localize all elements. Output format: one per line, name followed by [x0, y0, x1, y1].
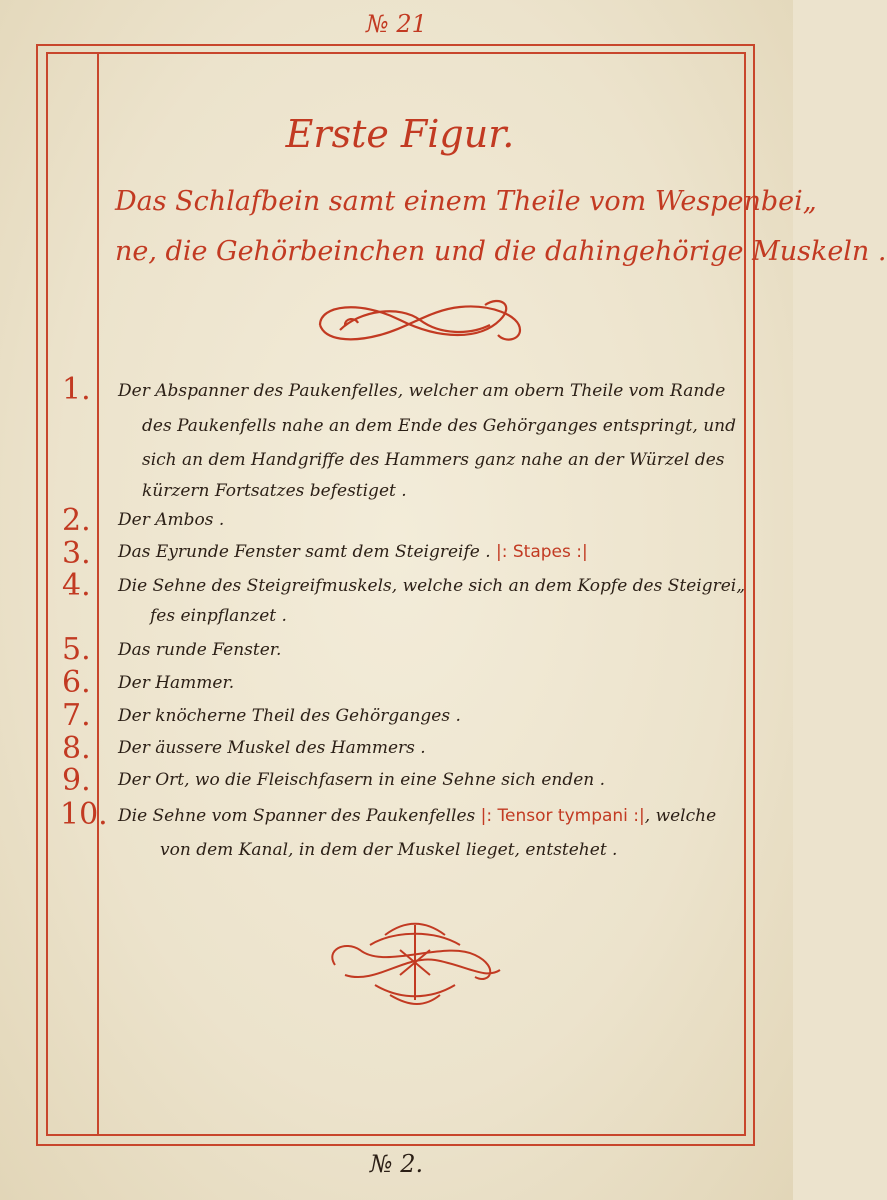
entry-10-text: Die Sehne vom Spanner des Paukenfelles: [118, 806, 476, 826]
entry-10-line-1: [118, 806, 716, 826]
subtitle-line-2: ne, die Gehörbeinchen und die dahingehörige Muskeln .: [115, 236, 887, 267]
entry-2-line-1: Der Ambos .: [118, 510, 225, 530]
entry-8-line-1: Der äussere Muskel des Hammers .: [118, 738, 426, 758]
entry-number-8: 8.: [62, 731, 91, 766]
entry-1-line-2: des Paukenfells nahe an dem Ende des Gehörganges entspringt, und: [142, 416, 736, 436]
entry-number-5: 5.: [62, 632, 91, 667]
entry-4-line-2: fes einpflanzet .: [150, 606, 287, 626]
entry-number-9: 9.: [62, 763, 91, 798]
page-title: Erste Figur.: [285, 112, 515, 156]
top-flourish-ornament: [300, 285, 540, 355]
entry-number-10: 10.: [60, 797, 108, 832]
entry-number-4: 4.: [62, 568, 91, 603]
entry-1-line-1: Der Abspanner des Paukenfelles, welcher am obern Theile vom Rande: [118, 381, 726, 401]
entry-6-line-1: Der Hammer.: [118, 673, 235, 693]
entry-number-1: 1.: [62, 372, 91, 407]
entry-10-latin: |: Tensor tympani :|: [480, 806, 645, 826]
subtitle-line-1: Das Schlafbein samt einem Theile vom Wespenbei„: [115, 186, 817, 217]
entry-1-line-4: kürzern Fortsatzes befestiget .: [142, 481, 407, 501]
entry-10-line-2: von dem Kanal, in dem der Muskel lieget, entstehet .: [160, 840, 618, 860]
entry-number-6: 6.: [62, 665, 91, 700]
footer-page-number: № 2.: [369, 1150, 424, 1178]
entry-4-line-1: Die Sehne des Steigreifmuskels, welche sich an dem Kopfe des Steigrei„: [118, 576, 746, 596]
entry-9-line-1: Der Ort, wo die Fleischfasern in eine Sehne sich enden .: [118, 770, 606, 790]
entry-5-line-1: Das runde Fenster.: [118, 640, 282, 660]
entry-3-latin: |: Stapes :|: [496, 542, 588, 562]
entry-number-3: 3.: [62, 536, 91, 571]
entry-number-7: 7.: [62, 698, 91, 733]
entry-3-line-1: [118, 542, 588, 562]
bottom-flourish-ornament: [315, 915, 515, 1010]
entry-1-line-3: sich an dem Handgriffe des Hammers ganz nahe an der Würzel des: [142, 450, 725, 470]
entry-7-line-1: Der knöcherne Theil des Gehörganges .: [118, 706, 461, 726]
page-number: № 21: [366, 10, 427, 38]
entry-10-text-after: , welche: [644, 806, 717, 826]
entry-number-2: 2.: [62, 503, 91, 538]
entry-3-text: Das Eyrunde Fenster samt dem Steigreife .: [118, 542, 491, 562]
